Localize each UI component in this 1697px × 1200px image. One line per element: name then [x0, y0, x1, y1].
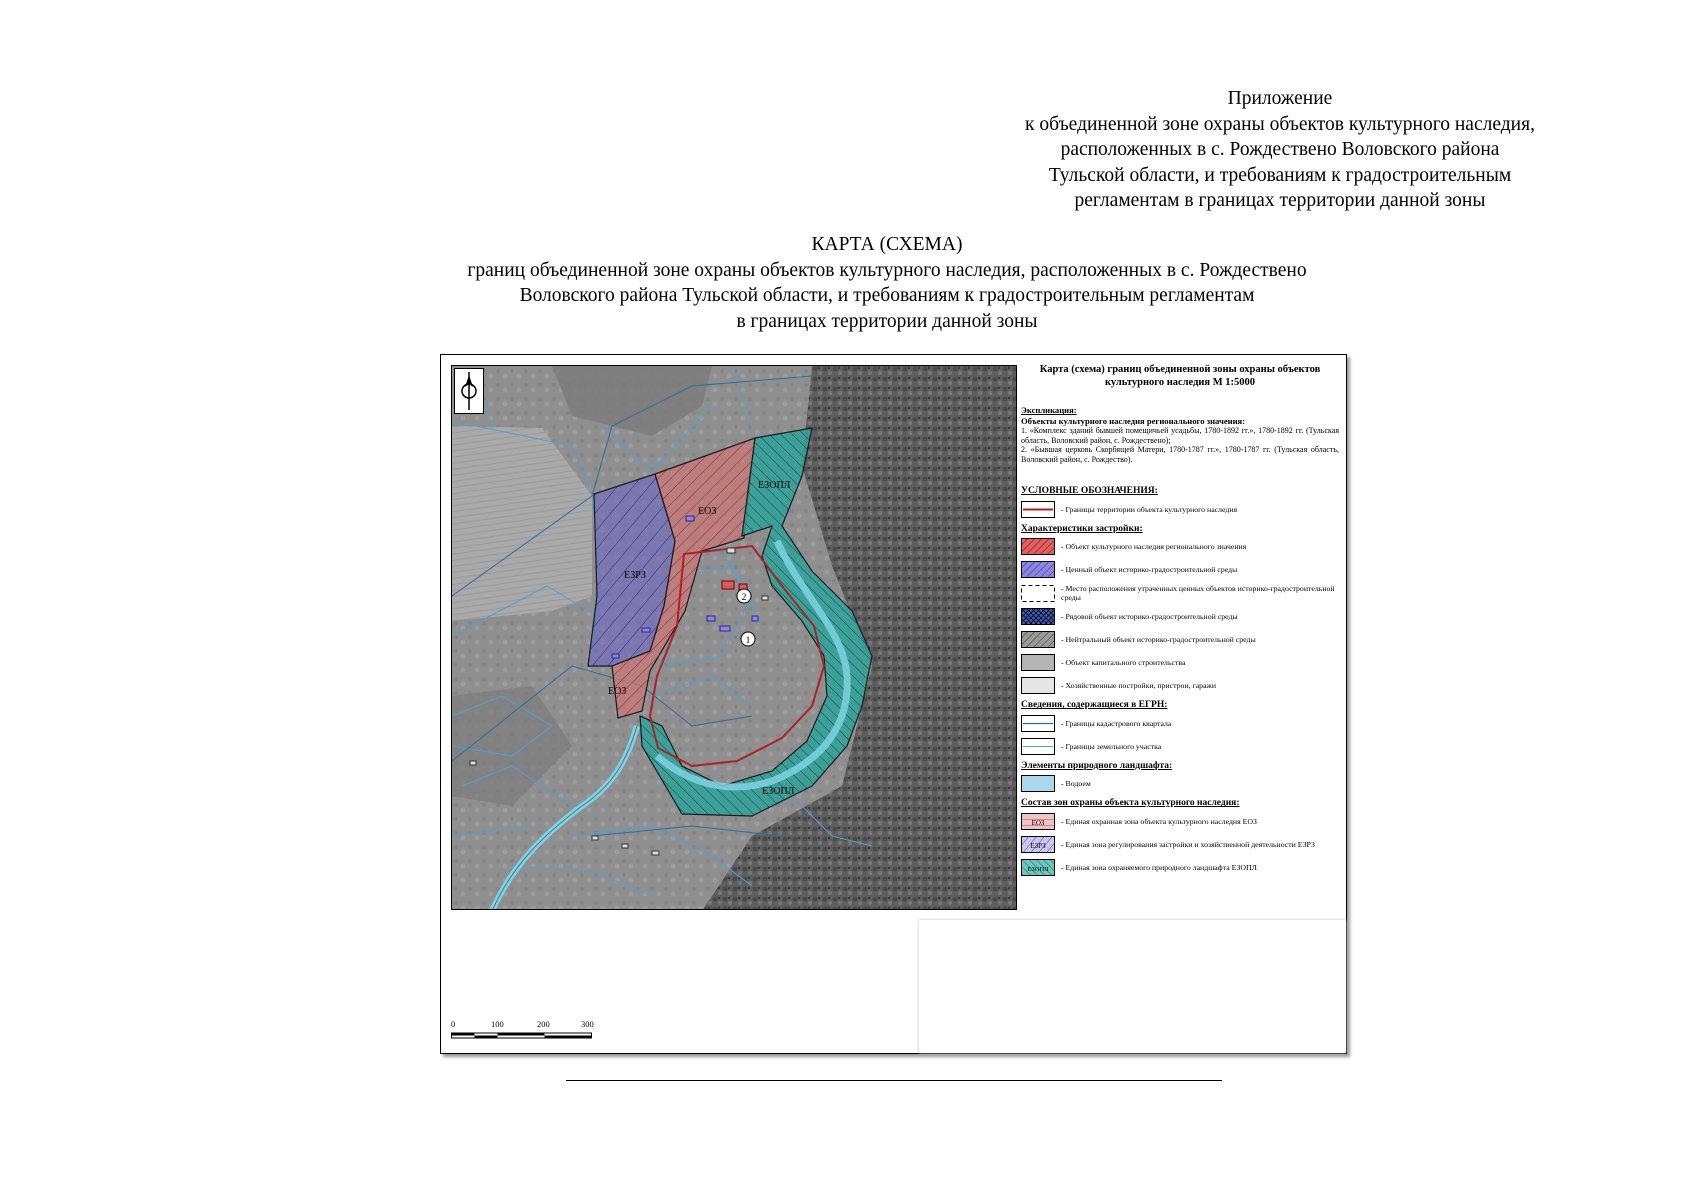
appendix-line: Тульской области, и требованиям к градостроительным: [1048, 164, 1512, 186]
title-line: в границах территории данной зоны: [736, 310, 1038, 332]
map-canvas: [452, 366, 1017, 910]
cadastral-quarter-swatch: [1021, 715, 1055, 732]
map-legend: [1021, 363, 1339, 882]
scale-bar: [451, 1019, 601, 1041]
swatch-code: ЕОЗ: [1031, 818, 1045, 827]
appendix-line: Приложение: [1227, 88, 1333, 109]
north-arrow-icon: [454, 368, 484, 414]
appendix-header: [960, 86, 1600, 214]
legend-row: [1021, 584, 1339, 602]
legend-row: [1021, 813, 1339, 830]
legend-text: - Единая охранная зона объекта культурного наследия ЕОЗ: [1061, 816, 1257, 826]
ordinary-object-swatch: [1021, 608, 1055, 625]
explication-item: 2. «Бывшая церковь Скорбящей Матери, 1780-1787 гг.», 1780-1787 гг. (Тульская область, Воловский район, с. Рождество).: [1021, 445, 1339, 464]
land-plot-swatch: [1021, 738, 1055, 755]
legend-row: [1021, 631, 1339, 648]
map-sheet: [440, 354, 1347, 1054]
legend-row: [1021, 677, 1339, 694]
swatch-code: ЕЗОПЛ: [1027, 865, 1049, 873]
scale-tick-label: 0: [451, 1019, 456, 1029]
lost-object-swatch: [1021, 585, 1055, 602]
appendix-line: регламентам в границах территории данной зоны: [1074, 190, 1486, 211]
legend-text: - Границы территории объекта культурного наследия: [1061, 504, 1238, 514]
legend-text: - Нейтральный объект историко-градостроительной среды: [1061, 635, 1256, 645]
eoz-swatch: [1021, 813, 1055, 830]
legend-text: - Границы кадастрового квартала: [1061, 718, 1172, 728]
legend-text: - Место расположения утраченных ценных объектов историко-градостроительной среды: [1061, 584, 1335, 603]
outbuilding-swatch: [1021, 677, 1055, 694]
heritage-marker-2[interactable]: [737, 589, 751, 603]
legend-text: - Объект культурного наследия регионального значения: [1061, 542, 1247, 552]
legend-text: - Границы земельного участка: [1061, 741, 1162, 751]
ezopl-label-top: ЕЗОПЛ: [758, 480, 791, 491]
legend-row: [1021, 654, 1339, 671]
explication-item: 1. «Комплекс зданий бывшей помещичьей усадьбы, 1780-1892 гг.», 1780-1892 гг. (Тульская область, Воловский район, с. Рождествено);: [1021, 426, 1339, 445]
legend-row: [1021, 608, 1339, 625]
eoz-label-bottom: ЕОЗ: [608, 686, 627, 697]
explication-subtitle: Объекты культурного наследия регионального значения:: [1021, 415, 1246, 426]
eoz-label-top: ЕОЗ: [698, 506, 717, 517]
document-title: [360, 232, 1414, 334]
title-line: Воловского района Тульской области, и требованиям к градостроительным регламентам: [519, 285, 1255, 306]
stamp-block: [919, 920, 1346, 1053]
legend-text: - Объект капитального строительства: [1061, 658, 1186, 668]
legend-row: [1021, 538, 1339, 555]
heritage-boundary-swatch: [1021, 501, 1055, 518]
legend-row: [1021, 501, 1339, 518]
legend-row: [1021, 715, 1339, 732]
marker-number: 1: [745, 636, 751, 646]
conventions-label: УСЛОВНЫЕ ОБОЗНАЧЕНИЯ:: [1021, 486, 1158, 497]
swatch-code: ЕЗРЗ: [1030, 841, 1046, 850]
capital-object-swatch: [1021, 654, 1055, 671]
ezopl-label-bottom: ЕЗОПЛ: [762, 786, 795, 797]
appendix-line: расположенных в с. Рождествено Воловского района: [1060, 139, 1500, 160]
marker-number: 2: [741, 593, 747, 603]
ezrz-swatch: [1021, 836, 1055, 853]
legend-text: - Рядовой объект историко-градостроительной среды: [1061, 612, 1238, 622]
heritage-object-swatch: [1021, 538, 1055, 555]
legend-row: [1021, 775, 1339, 792]
water-swatch: [1021, 775, 1055, 792]
legend-text: - Хозяйственные постройки, пристрои, гаражи: [1061, 681, 1217, 691]
landscape-label: Элементы природного ландшафта:: [1021, 760, 1173, 771]
legend-text: - Единая зона регулирования застройки и хозяйственной деятельности ЕЗРЗ: [1061, 839, 1315, 849]
map-frame[interactable]: [451, 365, 1017, 910]
legend-row: [1021, 738, 1339, 755]
legend-row: [1021, 561, 1339, 578]
title-line: границ объединенной зоне охраны объектов культурного наследия, расположенных в с. Рождествено: [467, 259, 1307, 281]
egrn-label: Сведения, содержащиеся в ЕГРН:: [1021, 700, 1168, 711]
zones-label: Состав зон охраны объекта культурного наследия:: [1021, 798, 1240, 809]
ezrz-label: ЕЗРЗ: [624, 570, 646, 581]
scale-tick-label: 300: [581, 1019, 594, 1029]
building-characteristics-label: Характеристики застройки:: [1021, 523, 1143, 534]
legend-text: - Водоем: [1061, 779, 1091, 789]
title-line: КАРТА (СХЕМА): [811, 234, 963, 255]
valuable-object-swatch: [1021, 561, 1055, 578]
heritage-marker-1[interactable]: [741, 632, 755, 646]
appendix-line: к объединенной зоне охраны объектов культурного наследия,: [1025, 113, 1535, 135]
legend-row: [1021, 859, 1339, 876]
legend-text: - Ценный объект историко-градостроительной среды: [1061, 565, 1238, 575]
explication-label: Экспликация:: [1021, 405, 1077, 415]
scale-tick-label: 200: [537, 1019, 550, 1029]
legend-title: Карта (схема) границ объединенной зоны охраны объектов культурного наследия М 1:5000: [1039, 364, 1321, 388]
neutral-object-swatch: [1021, 631, 1055, 648]
scale-tick-label: 100: [491, 1019, 504, 1029]
legend-row: [1021, 836, 1339, 853]
signature-line: [566, 1080, 1222, 1081]
legend-text: - Единая зона охраняемого природного ландшафта ЕЗОПЛ: [1061, 862, 1257, 872]
ezopl-swatch: [1021, 859, 1055, 876]
scale-bar-graphic: [451, 1030, 601, 1042]
